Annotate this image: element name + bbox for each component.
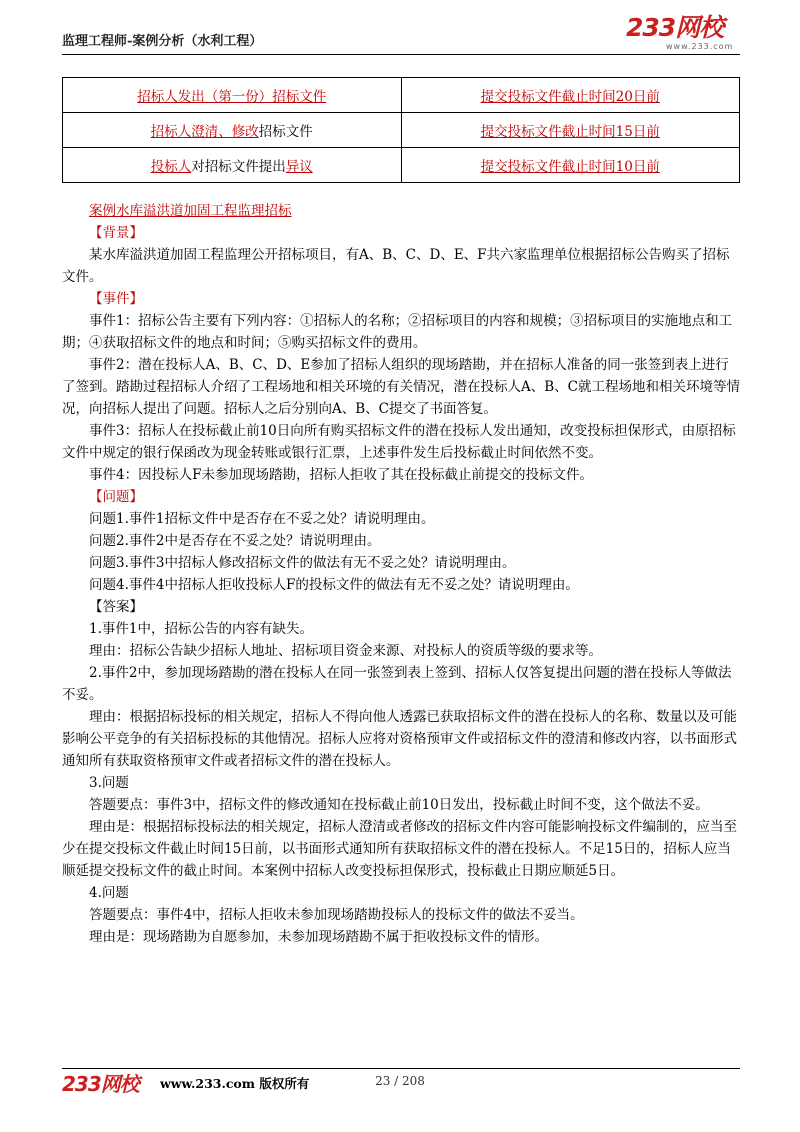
cell-text-segment: 招标文件: [258, 124, 313, 140]
answer-2-reason: 理由：根据招标投标的相关规定，招标人不得向他人透露已获取招标文件的潜在投标人的名称、数量以及可能影响公平竞争的有关招标投标的其他情况。招标人应将对资格预审文件或招标文件的澄清和修改内容，以书面形式通知所有获取资格预审文件或者招标文件的潜在投标人。: [62, 709, 737, 769]
table-cell-left: [63, 113, 402, 148]
background-text: 某水库溢洪道加固工程监理公开招标项目，有A、B、C、D、E、F共六家监理单位根据招标公告购买了招标文件。: [62, 247, 730, 285]
question-4: 问题4.事件4中招标人拒收投标人F的投标文件的做法有无不妥之处？请说明理由。: [89, 577, 579, 593]
table-row: [63, 113, 740, 148]
cell-text-segment: 提交投标文件截止时间10日前: [480, 159, 660, 175]
events-heading: 【事件】: [89, 291, 143, 307]
table-cell-left: [63, 148, 402, 183]
table-cell-right: [401, 78, 740, 113]
answer-3-heading: 3.问题: [89, 775, 129, 791]
logo-text: 233网校: [626, 13, 724, 42]
question-3: 问题3.事件3中招标人修改招标文件的做法有无不妥之处？请说明理由。: [89, 555, 516, 571]
cell-text-segment: 招标人澄清、修改: [150, 124, 259, 140]
answer-3-reason: 理由是：根据招标投标法的相关规定，招标人澄清或者修改的招标文件内容可能影响投标文件编制的，应当至少在提交投标文件截止时间15日前，以书面形式通知所有获取招标文件的潜在投标人。不足15日的，招标人应当顺延提交投标文件的截止时间。本案例中招标人改变投标担保形式，投标截止日期应顺延5日。: [62, 819, 737, 879]
cell-text-segment: 异议: [285, 159, 313, 175]
footer-divider: [62, 1068, 740, 1069]
brand-logo[interactable]: [626, 14, 740, 54]
case-content: [62, 200, 740, 948]
answers-heading: 【答案】: [89, 599, 143, 615]
event-4: 事件4：因投标人F未参加现场踏勘，招标人拒收了其在投标截止前提交的投标文件。: [89, 467, 593, 483]
answer-4-reason: 理由是：现场踏勘为自愿参加，未参加现场踏勘不属于拒收投标文件的情形。: [89, 929, 548, 945]
header-title: 监理工程师-案例分析（水利工程）: [62, 34, 263, 49]
answer-4-heading: 4.问题: [89, 885, 129, 901]
question-1: 问题1.事件1招标文件中是否存在不妥之处？请说明理由。: [89, 511, 435, 527]
header-divider: [62, 54, 740, 55]
case-title: 案例水库溢洪道加固工程监理招标: [89, 203, 292, 219]
event-1: 事件1：招标公告主要有下列内容：①招标人的名称；②招标项目的内容和规模；③招标项目的实施地点和工期；④获取招标文件的地点和时间；⑤购买招标文件的费用。: [62, 313, 733, 351]
footer-copyright: www.233.com 版权所有: [160, 1076, 310, 1091]
cell-text-segment: 对招标文件提出: [191, 159, 286, 175]
cell-text-segment: 提交投标文件截止时间20日前: [480, 89, 660, 105]
questions-heading: 【问题】: [89, 489, 143, 505]
cell-text-segment: 投标人: [150, 159, 192, 175]
answer-4-points: 答题要点：事件4中，招标人拒收未参加现场踏勘投标人的投标文件的做法不妥当。: [89, 907, 584, 923]
footer-logo[interactable]: 233网校: [62, 1072, 139, 1096]
cell-text-segment: 提交投标文件截止时间15日前: [480, 124, 660, 140]
table-cell-right: [401, 148, 740, 183]
deadline-table: [62, 77, 740, 183]
table-row: [63, 148, 740, 183]
table-row: [63, 78, 740, 113]
background-heading: 【背景】: [89, 225, 143, 241]
table-cell-right: [401, 113, 740, 148]
table-cell-left: [63, 78, 402, 113]
event-3: 事件3：招标人在投标截止前10日向所有购买招标文件的潜在投标人发出通知，改变投标担保形式，由原招标文件中规定的银行保函改为现金转账或银行汇票，上述事件发生后投标截止时间依然不变。: [62, 423, 736, 461]
answer-1-reason: 理由：招标公告缺少招标人地址、招标项目资金来源、对投标人的资质等级的要求等。: [89, 643, 602, 659]
answer-2: 2.事件2中，参加现场踏勘的潜在投标人在同一张签到表上签到、招标人仅答复提出问题的潜在投标人等做法不妥。: [62, 665, 732, 703]
answer-3-points: 答题要点：事件3中，招标文件的修改通知在投标截止前10日发出，投标截止时间不变，这个做法不妥。: [89, 797, 709, 813]
logo-url: www.233.com: [666, 42, 734, 51]
question-2: 问题2.事件2中是否存在不妥之处？请说明理由。: [89, 533, 381, 549]
page-number: 23 / 208: [375, 1074, 425, 1088]
cell-text-segment: 招标人发出（第一份）招标文件: [137, 89, 327, 105]
event-2: 事件2：潜在投标人A、B、C、D、E参加了招标人组织的现场踏勘，并在招标人准备的同一张签到表上进行了签到。踏勘过程招标人介绍了工程场地和相关环境的有关情况，潜在投标人A、B、C就工程场地和相关环境等情况，向招标人提出了问题。招标人之后分别向A、B、C提交了书面答复。: [62, 357, 740, 417]
answer-1: 1.事件1中，招标公告的内容有缺失。: [89, 621, 313, 637]
